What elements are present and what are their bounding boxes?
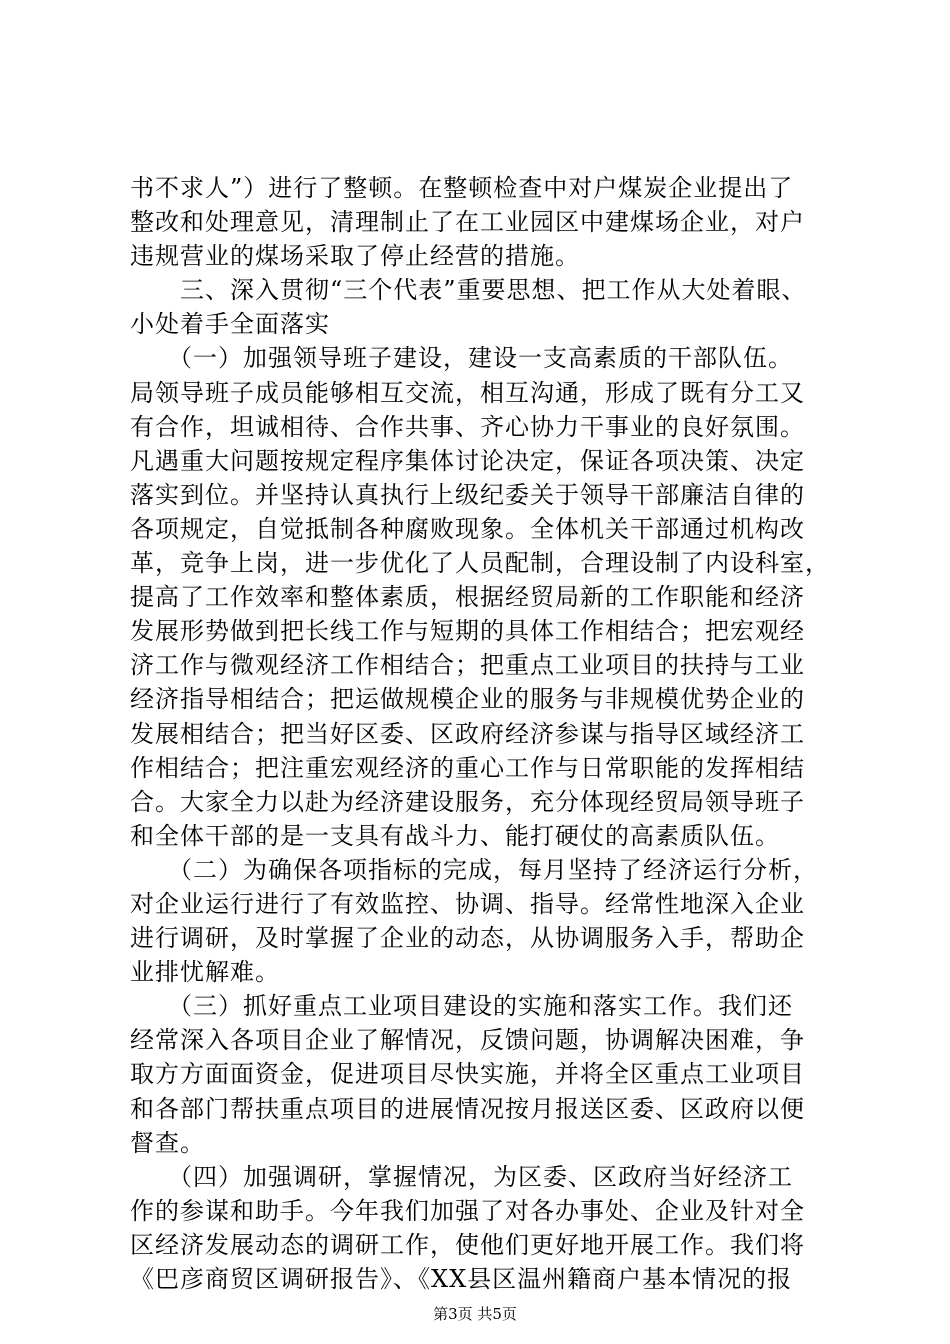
text-line: 合。大家全力以赴为经济建设服务，充分体现经贸局领导班子 [130, 787, 805, 816]
section-heading-line: 小处着手全面落实 [130, 310, 330, 339]
text-line: 进行调研，及时掌握了企业的动态，从协调服务入手，帮助企 [130, 924, 805, 953]
text-line: 提高了工作效率和整体素质，根据经贸局新的工作职能和经济 [130, 583, 805, 612]
section-heading-line: 三、深入贯彻“三个代表”重要思想、把工作从大处着眼、 [130, 276, 807, 305]
text-line: （三）抓好重点工业项目建设的实施和落实工作。我们还 [130, 992, 793, 1021]
text-line: 取方方面面资金，促进项目尽快实施，并将全区重点工业项目 [130, 1060, 805, 1089]
page-footer [0, 1304, 950, 1324]
text-line: 经常深入各项目企业了解情况，反馈问题，协调解决困难，争 [130, 1026, 805, 1055]
text-line: 落实到位。并坚持认真执行上级纪委关于领导干部廉洁自律的 [130, 480, 805, 509]
text-line: 革，竞争上岗，进一步优化了人员配制，合理设制了内设科室， [130, 549, 830, 578]
text-line: 区经济发展动态的调研工作，使他们更好地开展工作。我们将 [130, 1230, 805, 1259]
text-line: 整改和处理意见，清理制止了在工业园区中建煤场企业，对户 [130, 208, 805, 237]
text-line: 违规营业的煤场采取了停止经营的措施。 [130, 242, 580, 271]
text-line: 有合作，坦诚相待、合作共事、齐心协力干事业的良好氛围。 [130, 412, 805, 441]
page-number-label: 第3页 共5页 [433, 1305, 517, 1323]
text-line: 凡遇重大问题按规定程序集体讨论决定，保证各项决策、决定 [130, 446, 805, 475]
text-line: 发展形势做到把长线工作与短期的具体工作相结合；把宏观经 [130, 617, 805, 646]
document-body [130, 171, 830, 1296]
text-line: 和各部门帮扶重点项目的进展情况按月报送区委、区政府以便 [130, 1094, 805, 1123]
text-line: 发展相结合；把当好区委、区政府经济参谋与指导区域经济工 [130, 719, 805, 748]
text-line: 经济指导相结合；把运做规模企业的服务与非规模优势企业的 [130, 685, 805, 714]
text-line: 书不求人”）进行了整顿。在整顿检查中对户煤炭企业提出了 [130, 174, 794, 202]
text-line: 作相结合；把注重宏观经济的重心工作与日常职能的发挥相结 [130, 753, 805, 782]
text-line: 督查。 [130, 1128, 205, 1157]
text-line: 作的参谋和助手。今年我们加强了对各办事处、企业及针对全 [130, 1196, 805, 1225]
text-line: 业排忧解难。 [130, 958, 280, 987]
text-line: 对企业运行进行了有效监控、协调、指导。经常性地深入企业 [130, 889, 805, 918]
text-line: （二）为确保各项指标的完成，每月坚持了经济运行分析， [130, 855, 818, 884]
text-line: 济工作与微观经济工作相结合；把重点工业项目的扶持与工业 [130, 651, 805, 680]
text-line: （四）加强调研，掌握情况，为区委、区政府当好经济工 [130, 1162, 793, 1191]
text-line: 各项规定，自觉抵制各种腐败现象。全体机关干部通过机构改 [130, 514, 805, 543]
text-line: 《巴彦商贸区调研报告》、《XX县区温州籍商户基本情况的报 [130, 1265, 793, 1293]
text-line: 和全体干部的是一支具有战斗力、能打硬仗的高素质队伍。 [130, 821, 780, 850]
text-line: 局领导班子成员能够相互交流，相互沟通，形成了既有分工又 [130, 378, 805, 407]
text-line: （一）加强领导班子建设，建设一支高素质的干部队伍。 [130, 344, 793, 373]
